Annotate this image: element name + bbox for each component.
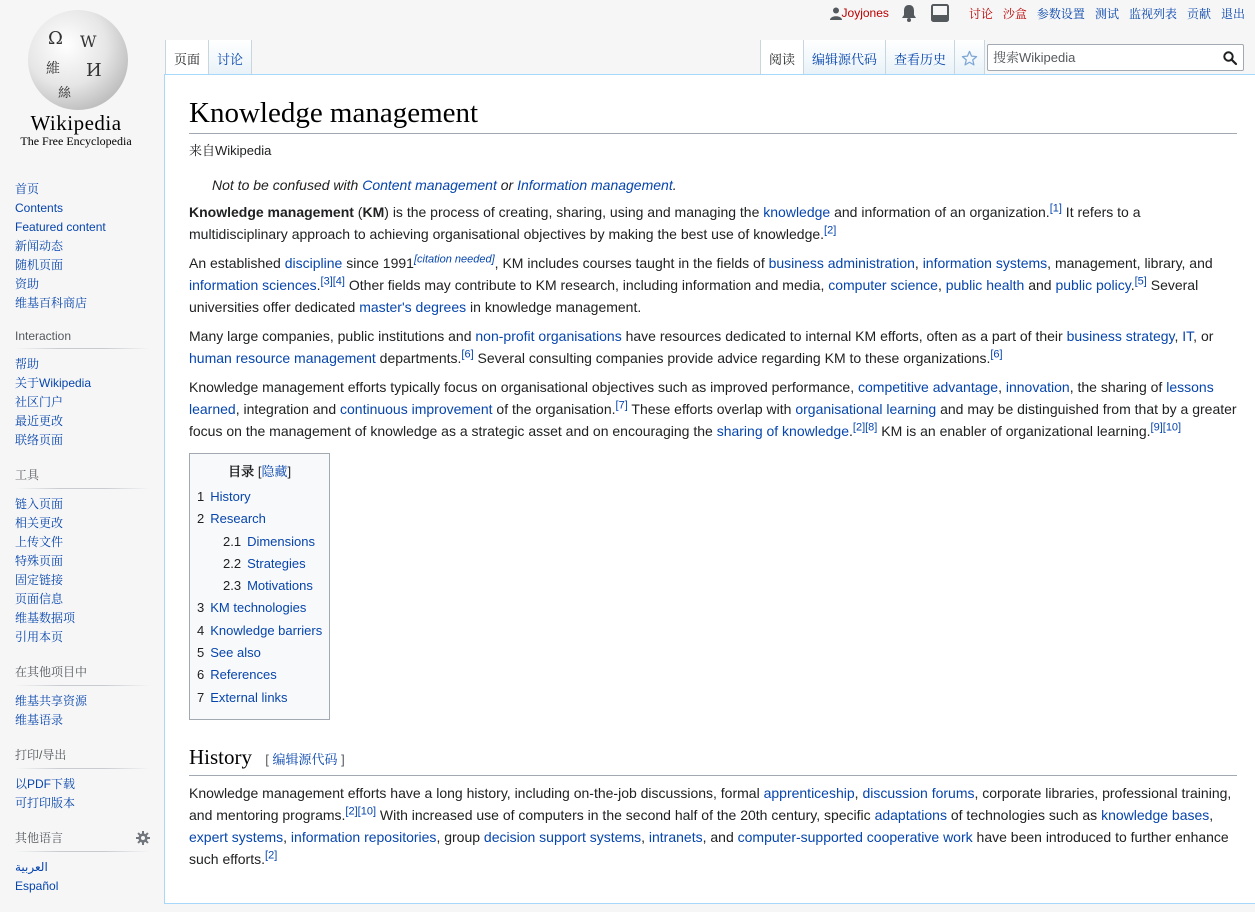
toc-number: 1 (197, 489, 205, 504)
hatnote-link[interactable]: Content management (362, 177, 497, 193)
user-link[interactable] (830, 6, 889, 20)
text: ) is the process of creating, sharing, using and managing the (384, 204, 764, 220)
citation-ref[interactable]: [6] (461, 348, 474, 361)
sidebar-item (15, 374, 164, 393)
hatnote (189, 177, 1237, 193)
sidebar-item (15, 180, 164, 199)
citation-ref[interactable]: [2][8] (852, 421, 878, 434)
article-link[interactable]: innovation (1005, 379, 1070, 395)
hatnote-text: . (672, 177, 677, 193)
text: . (316, 277, 321, 293)
tab-read[interactable]: 阅读 (760, 40, 804, 75)
citation-ref[interactable]: [2][10] (345, 805, 376, 818)
namespace-tabs (165, 40, 252, 75)
sidebar-projects (0, 663, 164, 730)
sidebar-interaction-link[interactable]: 最近更改 (15, 414, 64, 428)
page-title: Knowledge management (189, 95, 1237, 134)
languages-heading-label: 其他语言 (15, 831, 64, 845)
text: , (998, 379, 1006, 395)
toc-title: 目录 [隐藏] (228, 464, 292, 479)
toc-heading: 目录 (228, 464, 255, 479)
tab-view-history[interactable]: 查看历史 (886, 40, 955, 75)
text: . (849, 423, 853, 439)
globe-glyph: Ω (48, 28, 63, 49)
globe-glyph: 維 (46, 61, 60, 77)
toc-number: 2 (197, 511, 205, 527)
notifications-bell-icon[interactable] (901, 4, 917, 22)
sidebar-item (15, 275, 164, 294)
logo-wordmark: Wikipedia (30, 111, 122, 135)
toc-link[interactable]: KM technologies (210, 600, 307, 616)
sidebar-item (15, 775, 164, 794)
text: of the organisation. (492, 401, 616, 417)
search-icon[interactable] (1223, 51, 1237, 65)
sidebar-item (15, 412, 164, 431)
sidebar-tool-link[interactable]: 特殊页面 (15, 554, 64, 568)
sidebar-project-link[interactable]: 维基语录 (15, 713, 64, 727)
hatnote-text: Not to be confused with (212, 177, 363, 193)
sidebar-language-link[interactable]: Español (15, 879, 59, 893)
sidebar-nav-link[interactable]: 随机页面 (15, 258, 64, 272)
sidebar-interaction-link[interactable]: 关于Wikipedia (15, 376, 92, 390)
sidebar-item (15, 393, 164, 412)
sidebar-interaction-link[interactable]: 帮助 (15, 357, 40, 371)
search-box (987, 44, 1244, 71)
text: and (1024, 277, 1056, 293)
personal-beta-link[interactable]: 测试 (1094, 6, 1119, 21)
sidebar-nav-link[interactable]: 新闻动态 (15, 239, 64, 253)
toc-number: 7 (197, 689, 205, 705)
personal-sandbox-link[interactable]: 沙盒 (1002, 6, 1027, 21)
citation-ref[interactable]: [5] (1134, 275, 1147, 288)
sidebar-interaction-link[interactable]: 社区门户 (15, 395, 64, 409)
article-link[interactable]: organisational learning (795, 401, 937, 417)
sidebar-tool-link[interactable]: 维基数据项 (15, 611, 76, 625)
text: It refers to a multidisciplinary approach to achieving organisational objectives by making the best use of knowledge. (189, 204, 1141, 242)
main-content (164, 74, 1255, 904)
citation-ref[interactable]: [9][10] (1150, 421, 1182, 434)
toc-item[interactable] (197, 620, 322, 642)
text: , the sharing of (1069, 379, 1167, 395)
section-title: History (189, 744, 252, 769)
text: Knowledge management efforts have a long history, including on-the-job discussions, formal (189, 784, 764, 801)
paragraph (189, 201, 1237, 245)
personal-tools (820, 2, 1245, 24)
toc-number: 2.3 (223, 578, 242, 594)
personal-logout-link[interactable]: 退出 (1220, 6, 1245, 21)
globe-glyph: 絲 (58, 86, 72, 101)
article-link[interactable]: continuous improvement (340, 401, 493, 417)
sidebar-heading: 工具 (15, 466, 150, 489)
text: departments. (375, 350, 462, 366)
bold-term: Knowledge management (189, 204, 354, 220)
gear-icon[interactable] (136, 831, 150, 845)
hatnote-text: or (496, 177, 518, 193)
toc-item[interactable] (197, 575, 322, 597)
citation-ref[interactable]: [6] (990, 348, 1003, 361)
sidebar-item (15, 692, 164, 711)
hatnote-link[interactable]: Information management (517, 177, 673, 193)
sidebar-nav-link[interactable]: Featured content (15, 220, 106, 234)
sidebar-item (15, 794, 164, 813)
text: Several universities offer dedicated (189, 277, 1199, 315)
toc-link[interactable]: Research (210, 511, 266, 527)
article-link[interactable]: IT (1182, 328, 1194, 344)
sidebar-item (15, 877, 164, 896)
sidebar-interaction (0, 329, 164, 450)
text: These efforts overlap with (627, 401, 796, 417)
toc-link[interactable]: Knowledge barriers (210, 622, 323, 638)
article-link[interactable]: human resource management (189, 350, 376, 366)
citation-ref[interactable]: [citation needed] (413, 253, 495, 266)
article-link[interactable]: business administration (768, 255, 915, 271)
text: Knowledge management efforts typically focus on organisational objectives such as improved performance, (189, 379, 858, 395)
sidebar-nav-link[interactable]: 首页 (15, 182, 40, 196)
toc-number: 2.2 (223, 555, 242, 571)
sidebar-item (15, 514, 164, 533)
toc-link[interactable]: Motivations (247, 578, 313, 594)
toc-item[interactable] (197, 642, 322, 664)
sidebar-tool-link[interactable]: 引用本页 (15, 630, 64, 644)
article-link[interactable]: discussion forums (862, 784, 975, 801)
globe-glyph: И (86, 60, 102, 81)
article-link[interactable]: computer science (828, 277, 938, 293)
sidebar-heading (15, 829, 150, 852)
text: , (854, 784, 863, 801)
text: since 1991 (342, 255, 414, 271)
sidebar-item (15, 495, 164, 514)
text: , or (1193, 328, 1214, 344)
citation-ref[interactable]: [3][4] (320, 275, 345, 288)
article-link[interactable]: competitive advantage (858, 379, 999, 395)
article-link[interactable]: information repositories (290, 828, 437, 845)
toc-item[interactable] (197, 508, 322, 530)
toc-item[interactable] (197, 531, 322, 553)
sidebar-item (15, 858, 164, 877)
article-link[interactable]: decision support systems (483, 828, 642, 845)
puzzle-globe-icon (28, 10, 128, 110)
sidebar-item (15, 711, 164, 730)
sidebar-item (15, 199, 164, 218)
sidebar-item (15, 609, 164, 628)
text: ( (353, 204, 363, 220)
text: have been introduced to further enhance such efforts. (189, 828, 1229, 867)
wikipedia-logo[interactable] (0, 0, 160, 160)
sidebar-tool-link[interactable]: 固定链接 (15, 573, 64, 587)
text: , (1174, 328, 1183, 344)
text: With increased use of computers in the second half of the 20th century, specific (376, 806, 875, 823)
article-link[interactable]: master's degrees (359, 299, 467, 315)
sidebar-item (15, 431, 164, 450)
personal-contributions-link[interactable]: 贡献 (1186, 6, 1211, 21)
paragraph (189, 782, 1237, 870)
text: , corporate libraries, professional training, and mentoring programs. (189, 784, 1232, 823)
text: of technologies such as (946, 806, 1102, 823)
sidebar-tools (0, 466, 164, 647)
sidebar-tool-link[interactable]: 相关更改 (15, 516, 64, 530)
sidebar-nav-link[interactable]: 维基百科商店 (15, 296, 88, 310)
sidebar-print-link[interactable]: 以PDF下载 (15, 777, 76, 791)
article-link[interactable]: apprenticeship (763, 784, 855, 801)
sidebar-tool-link[interactable]: 页面信息 (15, 592, 64, 606)
text: , (914, 255, 923, 271)
sidebar-item (15, 552, 164, 571)
text: , (937, 277, 946, 293)
paragraph (189, 376, 1237, 442)
paragraph (189, 252, 1237, 318)
globe-glyph: W (80, 32, 97, 51)
sidebar-item (15, 294, 164, 313)
sidebar-heading: Interaction (15, 329, 150, 349)
sidebar-heading: 打印/导出 (15, 746, 150, 769)
toc-item[interactable] (197, 597, 322, 619)
toc-item[interactable] (197, 486, 322, 508)
sidebar-navigation (0, 180, 164, 313)
toc-item[interactable] (197, 687, 322, 709)
sidebar-item (15, 533, 164, 552)
sidebar-project-link[interactable]: 维基共享资源 (15, 694, 88, 708)
text: , management, library, and (1047, 255, 1213, 271)
toc-link[interactable]: History (210, 489, 251, 504)
personal-talk-link[interactable]: 讨论 (968, 6, 993, 21)
toc-number: 3 (197, 600, 205, 616)
article-link[interactable]: public health (945, 277, 1025, 293)
watch-star-icon[interactable] (955, 40, 985, 75)
tab-page[interactable]: 页面 (165, 40, 209, 75)
text: have resources dedicated to internal KM efforts, often as a part of their (621, 328, 1067, 344)
bold-term: KM (362, 204, 385, 220)
sidebar-tool-link[interactable]: 链入页面 (15, 497, 64, 511)
sidebar-print-link[interactable]: 可打印版本 (15, 796, 76, 810)
text: KM is an enabler of organizational learning. (877, 423, 1151, 439)
text: Many large companies, public institutions and (189, 328, 476, 344)
sidebar-item (15, 628, 164, 647)
text: Several consulting companies provide advice regarding KM to these organizations. (473, 350, 991, 366)
sidebar-item (15, 256, 164, 275)
sidebar-languages (0, 829, 164, 896)
toc-item[interactable] (197, 664, 322, 686)
text: , and (702, 828, 738, 845)
logo-tagline: The Free Encyclopedia (20, 134, 132, 148)
toc-item[interactable] (197, 553, 322, 575)
sidebar-item (15, 355, 164, 374)
toc-link[interactable]: See also (210, 645, 261, 661)
view-tabs (760, 40, 985, 75)
toc-link[interactable]: Dimensions (247, 533, 315, 549)
toc-number: 4 (197, 622, 205, 638)
text: , (641, 828, 649, 845)
sidebar-language-link[interactable]: العربية (15, 860, 48, 874)
edit-section: [ 编辑源代码 ] (265, 751, 345, 767)
sidebar-nav-link[interactable]: 资助 (15, 277, 40, 291)
sidebar-interaction-link[interactable]: 联络页面 (15, 433, 64, 447)
username-label: Joyjones (841, 6, 889, 20)
toc-number: 2.1 (223, 533, 242, 549)
article-link[interactable]: intranets (648, 828, 703, 845)
article-link[interactable]: knowledge (763, 204, 831, 220)
sidebar-item (15, 237, 164, 256)
toc-link[interactable]: References (210, 667, 277, 683)
edit-source-link[interactable]: 编辑源代码 (272, 751, 338, 767)
text: and may be distinguished from that by a greater focus on the management of knowledge as a strategic asset and on encouraging the (189, 401, 1237, 439)
sidebar-tool-link[interactable]: 上传文件 (15, 535, 64, 549)
messages-tray-icon[interactable] (931, 4, 949, 22)
citation-ref[interactable]: [1] (1049, 202, 1062, 215)
text: , group (436, 828, 484, 845)
toc-number: 6 (197, 667, 205, 683)
toc-number: 5 (197, 645, 205, 661)
tab-edit-source[interactable]: 编辑源代码 (804, 40, 886, 75)
sidebar-item (15, 218, 164, 237)
article-link[interactable]: business strategy (1066, 328, 1175, 344)
article-body (189, 177, 1237, 870)
paragraph (189, 325, 1237, 369)
article-link[interactable]: sharing of knowledge (716, 423, 849, 439)
toc-link[interactable]: Strategies (247, 555, 306, 571)
sidebar-heading: 在其他项目中 (15, 663, 150, 686)
toc-link[interactable]: External links (210, 689, 288, 705)
sidebar-nav-link[interactable]: Contents (15, 201, 64, 215)
personal-preferences-link[interactable]: 参数设置 (1036, 6, 1085, 21)
text: in knowledge management. (466, 299, 642, 315)
sidebar-print (0, 746, 164, 813)
article-link[interactable]: computer-supported cooperative work (737, 828, 973, 845)
table-of-contents (189, 453, 330, 720)
citation-ref[interactable]: [7] (615, 399, 628, 412)
article-link[interactable]: knowledge bases (1101, 806, 1210, 823)
personal-watchlist-link[interactable]: 监视列表 (1128, 6, 1177, 21)
article-link[interactable]: public policy (1055, 277, 1131, 293)
article-link[interactable]: information sciences (189, 277, 317, 293)
text: , (1209, 806, 1214, 823)
text: , integration and (235, 401, 340, 417)
section-heading-history (189, 742, 1237, 776)
sidebar (0, 180, 164, 912)
tab-talk[interactable]: 讨论 (209, 40, 252, 75)
text: . (1130, 277, 1135, 293)
text: and information of an organization. (830, 204, 1050, 220)
text: An established (189, 255, 285, 271)
text: , KM includes courses taught in the fields of (494, 255, 769, 271)
user-icon (830, 7, 842, 20)
text: , (283, 828, 291, 845)
article-link[interactable]: lessons learned (189, 379, 1214, 417)
article-link[interactable]: expert systems (189, 828, 284, 845)
article-link[interactable]: discipline (284, 255, 343, 271)
toc-toggle-link[interactable]: 隐藏 (261, 464, 288, 479)
search-input[interactable] (993, 50, 1213, 65)
site-sub: 来自Wikipedia (189, 143, 272, 158)
article-link[interactable]: non-profit organisations (475, 328, 622, 344)
sidebar-item (15, 571, 164, 590)
citation-ref[interactable]: [2] (824, 224, 837, 237)
sidebar-item (15, 590, 164, 609)
citation-ref[interactable]: [2] (265, 849, 278, 862)
article-link[interactable]: information systems (922, 255, 1048, 271)
article-link[interactable]: adaptations (874, 806, 947, 823)
text: Other fields may contribute to KM research, including information and media, (344, 277, 829, 293)
